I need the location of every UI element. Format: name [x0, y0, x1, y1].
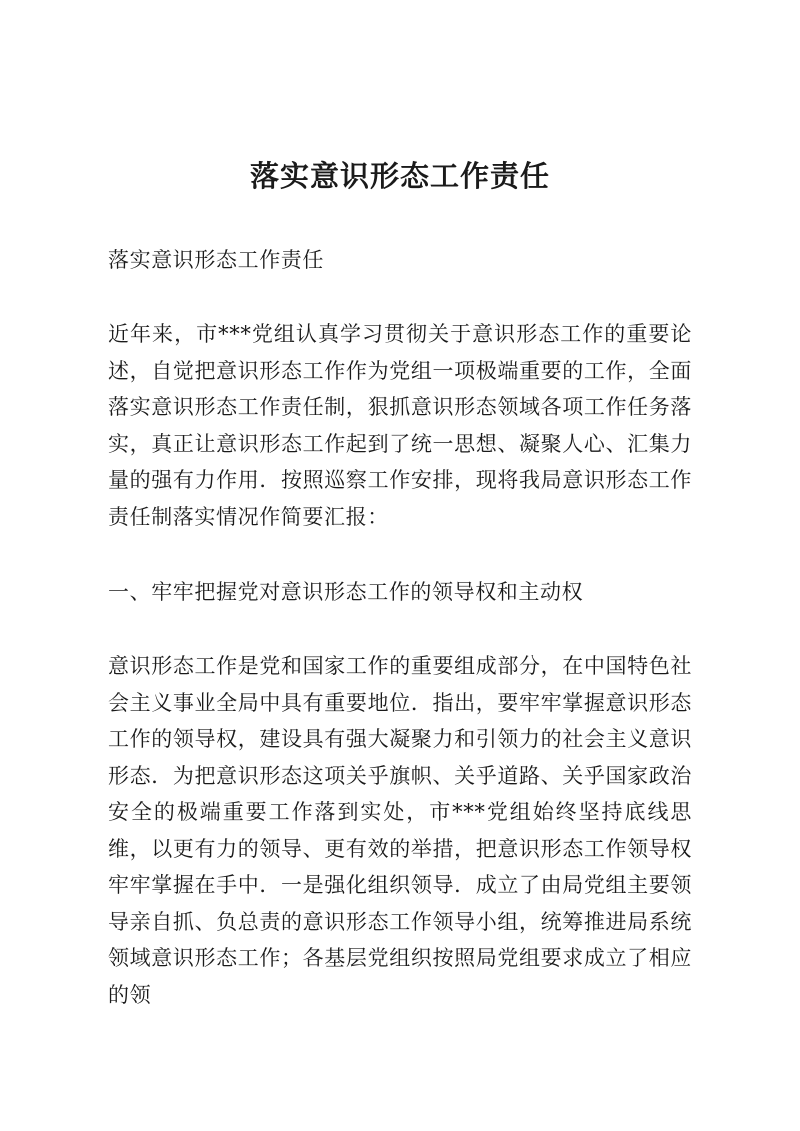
document-subtitle: 落实意识形态工作责任: [108, 248, 324, 272]
paragraph-section-1: 意识形态工作是党和国家工作的重要组成部分，在中国特色社会主义事业全局中具有重要地位．指出，要牢牢掌握意识形态工作的领导权，建设具有强大凝聚力和引领力的社会主义意识形态．为把意识形态这项关乎旗帜、关乎道路、关乎国家政治安全的极端重要工作落到实处，市***党组始终坚持底线思维，以更有力的领导、更有效的举措，把意识形态工作领导权牢牢掌握在手中．一是强化组织领导．成立了由局党组主要领导亲自抓、负总责的意识形态工作领导小组，统筹推进局系统领域意识形态工作；各基层党组织按照局党组要求成立了相应的领: [108, 654, 692, 1007]
section-heading-1: 一、牢牢把握党对意识形态工作的领导权和主动权: [108, 580, 584, 604]
document-title: 落实意识形态工作责任: [249, 159, 550, 193]
paragraph-intro: 近年来，市***党组认真学习贯彻关于意识形态工作的重要论述，自觉把意识形态工作作为党组一项极端重要的工作，全面落实意识形态工作责任制，狠抓意识形态领域各项工作任务落实，真正让意识形态工作起到了统一思想、凝聚人心、汇集力量的强有力作用．按照巡察工作安排，现将我局意识形态工作责任制落实情况作简要汇报：: [108, 322, 692, 529]
